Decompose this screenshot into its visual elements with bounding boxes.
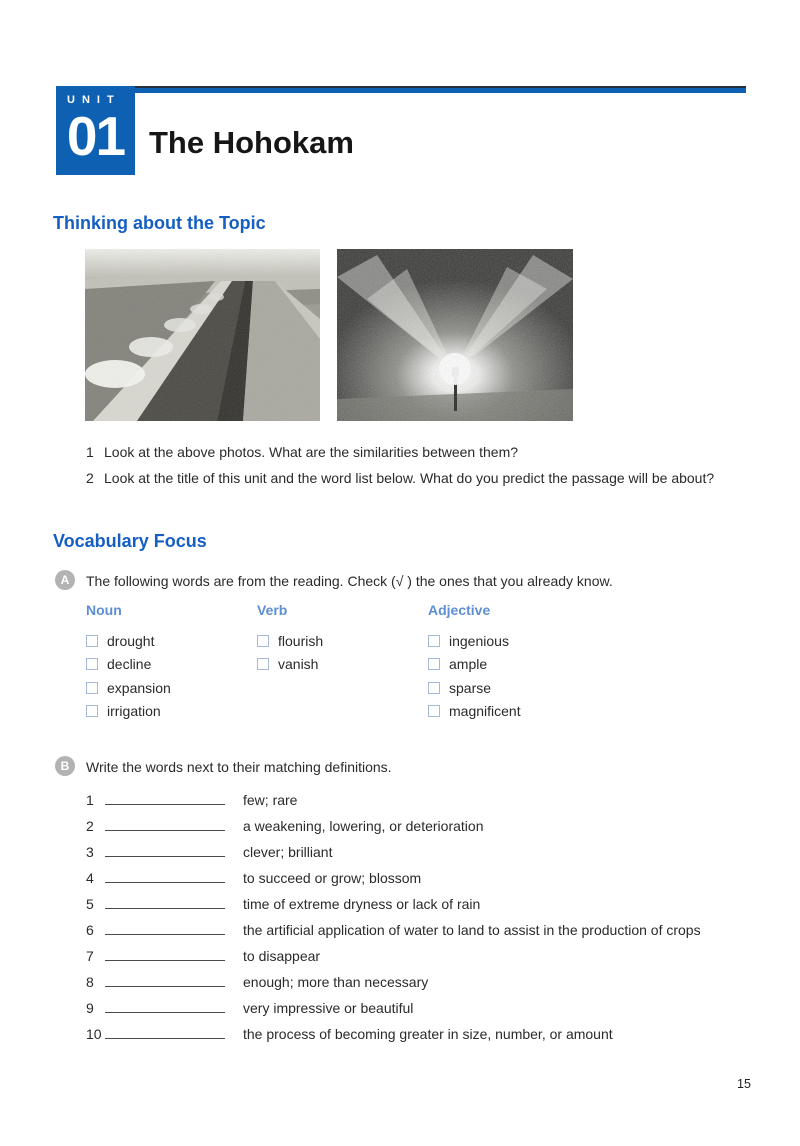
vocab-word-row [86, 676, 171, 700]
task-a-badge: A [55, 570, 75, 590]
adjective-column-header: Adjective [428, 602, 491, 618]
answer-blank-8[interactable] [105, 973, 225, 987]
thinking-section-title: Thinking about the Topic [53, 213, 266, 233]
checkbox-expansion[interactable] [86, 682, 98, 694]
definition-number: 8 [86, 974, 94, 990]
word-label: sparse [449, 679, 492, 696]
checkbox-sparse[interactable] [428, 682, 440, 694]
answer-blank-2[interactable] [105, 817, 225, 831]
definition-item-9 [86, 999, 413, 1016]
vocab-word-row [428, 676, 521, 700]
definition-number: 2 [86, 818, 94, 834]
answer-blank-4[interactable] [105, 869, 225, 883]
checkbox-flourish[interactable] [257, 635, 269, 647]
definition-item-7 [86, 947, 320, 964]
sprinkler-photo [337, 249, 573, 421]
answer-blank-1[interactable] [105, 791, 225, 805]
definition-number: 5 [86, 896, 94, 912]
task-a-instructions: The following words are from the reading. Check (√ ) the ones that you already know. [86, 573, 613, 589]
task-b-badge: B [55, 756, 75, 776]
definition-text: to disappear [243, 948, 321, 964]
checkbox-drought[interactable] [86, 635, 98, 647]
word-label: vanish [278, 656, 319, 673]
definition-number: 1 [86, 792, 94, 808]
vocab-word-row [428, 700, 521, 724]
irrigation-canal-photo [85, 249, 320, 421]
question-1 [86, 444, 518, 460]
vocabulary-section-title: Vocabulary Focus [53, 531, 207, 551]
noun-column-header: Noun [86, 602, 122, 618]
vocab-column-adjective [428, 602, 521, 723]
checkbox-decline[interactable] [86, 658, 98, 670]
vocab-word-row [428, 653, 521, 677]
answer-blank-5[interactable] [105, 895, 225, 909]
definition-item-6 [86, 921, 701, 938]
definition-number: 9 [86, 1000, 94, 1016]
word-label: irrigation [107, 703, 161, 720]
answer-blank-10[interactable] [105, 1025, 225, 1039]
definition-item-8 [86, 973, 428, 990]
unit-label: UNIT [67, 94, 121, 106]
question-2-number: 2 [86, 470, 94, 486]
checkbox-vanish[interactable] [257, 658, 269, 670]
word-label: drought [107, 632, 155, 649]
definition-item-3 [86, 843, 332, 860]
verb-column-header: Verb [257, 602, 288, 618]
vocab-word-row [86, 653, 171, 677]
definition-number: 10 [86, 1026, 102, 1042]
answer-blank-6[interactable] [105, 921, 225, 935]
vocab-word-row [86, 629, 171, 653]
question-1-text: Look at the above photos. What are the similarities between them? [104, 444, 519, 460]
definition-text: clever; brilliant [243, 844, 333, 860]
unit-badge [56, 86, 135, 175]
checkbox-irrigation[interactable] [86, 705, 98, 717]
definition-item-1 [86, 791, 297, 808]
page-number: 15 [737, 1077, 751, 1091]
checkbox-ample[interactable] [428, 658, 440, 670]
definition-item-4 [86, 869, 421, 886]
definition-text: few; rare [243, 792, 298, 808]
word-label: ample [449, 656, 488, 673]
answer-blank-7[interactable] [105, 947, 225, 961]
vocab-column-verb [257, 602, 323, 676]
vocab-word-row [428, 629, 521, 653]
definition-item-10 [86, 1025, 613, 1042]
definition-text: the artificial application of water to land to assist in the production of crops [243, 922, 701, 938]
definition-text: enough; more than necessary [243, 974, 429, 990]
page-title: The Hohokam [149, 125, 354, 160]
checkbox-magnificent[interactable] [428, 705, 440, 717]
answer-blank-9[interactable] [105, 999, 225, 1013]
question-2 [86, 470, 714, 486]
word-label: flourish [278, 632, 324, 649]
definition-text: a weakening, lowering, or deterioration [243, 818, 484, 834]
definition-number: 6 [86, 922, 94, 938]
word-label: ingenious [449, 632, 509, 649]
definition-text: very impressive or beautiful [243, 1000, 414, 1016]
definition-number: 3 [86, 844, 94, 860]
word-label: magnificent [449, 703, 521, 720]
definition-item-5 [86, 895, 480, 912]
question-1-number: 1 [86, 444, 94, 460]
vocab-word-row [86, 700, 171, 724]
header-rule [56, 86, 746, 93]
definition-number: 4 [86, 870, 94, 886]
definition-item-2 [86, 817, 483, 834]
task-b-instructions: Write the words next to their matching definitions. [86, 759, 392, 775]
word-label: expansion [107, 679, 171, 696]
question-2-text: Look at the title of this unit and the word list below. What do you predict the passage will be about? [104, 470, 715, 486]
definition-text: time of extreme dryness or lack of rain [243, 896, 481, 912]
answer-blank-3[interactable] [105, 843, 225, 857]
checkbox-ingenious[interactable] [428, 635, 440, 647]
vocab-word-row [257, 653, 323, 677]
definition-text: the process of becoming greater in size, number, or amount [243, 1026, 613, 1042]
vocab-word-row [257, 629, 323, 653]
definition-text: to succeed or grow; blossom [243, 870, 422, 886]
definition-number: 7 [86, 948, 94, 964]
unit-number: 01 [66, 105, 125, 167]
word-label: decline [107, 656, 152, 673]
vocab-column-noun [86, 602, 171, 723]
